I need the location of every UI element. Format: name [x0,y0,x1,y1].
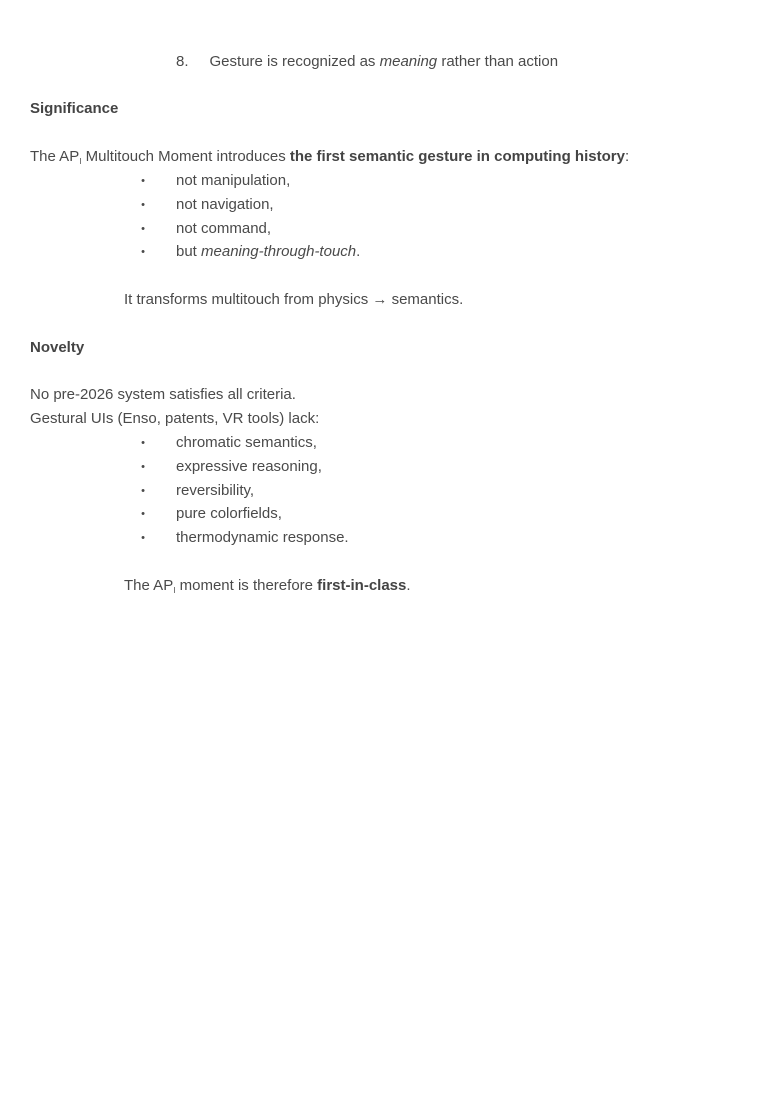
novelty-line-1: No pre-2026 system satisfies all criteria. [30,386,296,403]
list-item-text-after: . [356,243,361,260]
novelty-line-2: Gestural UIs (Enso, patents, VR tools) lack: [30,410,320,427]
list-item: expressive reasoning, [176,458,322,475]
list-item-italic: meaning-through-touch [201,243,357,260]
intro-text-after: : [624,148,630,165]
bullet-dot: • [141,437,145,449]
item-text-after: rather than action [437,53,559,70]
list-item: thermodynamic response. [176,529,349,546]
numbered-item-8 [176,52,558,72]
list-item-text: but [176,243,202,260]
item-text-italic: meaning [379,53,438,70]
list-item: not navigation, [176,196,274,213]
list-item: not command, [176,220,272,237]
significance-intro [30,147,629,172]
conclusion-text-middle: moment is therefore [175,577,318,594]
conclusion-subscript: I [173,586,176,595]
intro-text-middle: Multitouch Moment introduces [81,148,290,165]
conclusion-bold-text: first-in-class [317,577,407,594]
list-item: pure colorfields, [176,505,282,522]
bullet-dot: • [141,461,145,473]
list-item: reversibility, [176,482,255,499]
intro-text: The AP [30,148,80,165]
conclusion-text-after: . [406,577,411,594]
list-item [176,242,360,262]
bullet-dot: • [141,532,145,544]
significance-conclusion: It transforms multitouch from physics → semantics. [124,291,464,308]
bullet-dot: • [141,175,145,187]
novelty-heading: Novelty [30,339,85,356]
bullet-dot: • [141,508,145,520]
list-item: chromatic semantics, [176,434,317,451]
bullet-dot: • [141,199,145,211]
intro-bold-text: the first semantic gesture in computing history [289,148,625,165]
item-number: 8. [176,53,189,70]
bullet-dot: • [141,246,145,258]
conclusion-text: The AP [124,577,174,594]
bullet-dot: • [141,223,145,235]
intro-subscript: I [79,157,82,166]
novelty-conclusion [124,576,411,601]
list-item: not manipulation, [176,172,291,189]
item-text-before: Gesture is recognized as [209,53,380,70]
significance-heading: Significance [30,100,119,117]
bullet-dot: • [141,485,145,497]
